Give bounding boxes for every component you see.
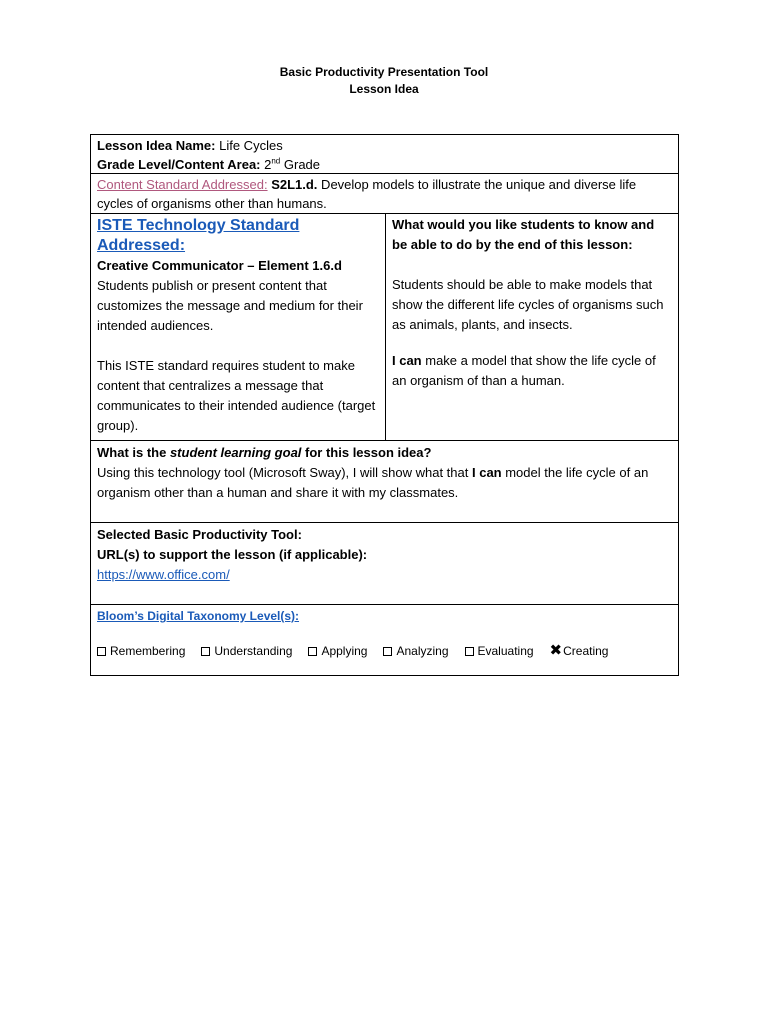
document-title: Basic Productivity Presentation Tool [279, 65, 489, 79]
grade-level-suffix: nd [271, 156, 281, 166]
level-analyzing[interactable]: Analyzing [383, 641, 448, 661]
level-evaluating[interactable]: Evaluating [465, 641, 534, 661]
blooms-levels [97, 641, 672, 661]
level-understanding[interactable]: Understanding [201, 641, 292, 661]
i-can-text: make a model that show the life cycle of an organism of than a human. [392, 353, 656, 388]
grade-level-line [97, 155, 672, 174]
lesson-name-value: Life Cycles [215, 138, 283, 153]
iste-standard-cell [91, 214, 386, 440]
iste-element: Creative Communicator – Element 1.6.d [97, 258, 342, 273]
selected-tool-label: Selected Basic Productivity Tool: [97, 527, 302, 542]
tool-row [91, 523, 678, 605]
grade-level-number: 2 [260, 157, 272, 172]
iste-explanation: This ISTE standard requires student to make content that centralizes a message that communicates to their intended audience (target group). [97, 358, 376, 433]
office-url-link[interactable]: https://www.office.com/ [97, 567, 230, 582]
lesson-info-row [91, 135, 678, 174]
objectives-cell [386, 214, 678, 440]
learning-goal-label: What is the student learning goal for this lesson idea? [97, 445, 432, 460]
blooms-taxonomy-link[interactable]: Bloom’s Digital Taxonomy Level(s): [97, 609, 300, 623]
standards-objectives-row [91, 214, 678, 441]
lesson-name-label: Lesson Idea Name: [97, 138, 216, 153]
content-standard-link[interactable]: Content Standard Addressed: [97, 177, 268, 192]
level-creating[interactable]: ✖ Creating [549, 642, 609, 659]
grade-level-label: Grade Level/Content Area: [97, 157, 261, 172]
level-remembering[interactable]: Remembering [97, 641, 185, 661]
grade-level-rest: Grade [280, 157, 321, 172]
lesson-name-line [97, 136, 672, 155]
checkbox-icon[interactable] [308, 647, 317, 656]
objectives-question: What would you like students to know and be able to do by the end of this lesson: [392, 217, 655, 252]
content-standard-row [91, 174, 678, 214]
objectives-answer: Students should be able to make models that show the different life cycles of organisms such as animals, plants, and insects. [392, 277, 664, 332]
checkbox-icon[interactable] [97, 647, 106, 656]
checkbox-icon[interactable] [465, 647, 474, 656]
checkbox-icon[interactable] [383, 647, 392, 656]
blooms-row [91, 605, 678, 676]
content-standard-code: S2L1.d. [271, 177, 318, 192]
learning-goal-row [91, 441, 678, 523]
iste-standard-link[interactable]: ISTE Technology Standard Addressed: [97, 217, 300, 254]
i-can-label: I can [392, 353, 422, 368]
i-can-statement [392, 351, 672, 391]
checked-x-icon[interactable]: ✖ [549, 642, 563, 659]
learning-goal-text: Using this technology tool (Microsoft Sway), I will show what that I can model the life cycle of an organism other than a human and share it with my classmates. [97, 465, 649, 500]
page-header [0, 64, 768, 98]
level-applying[interactable]: Applying [308, 641, 367, 661]
url-label: URL(s) to support the lesson (if applicable): [97, 547, 368, 562]
lesson-table [90, 134, 679, 676]
content-standard-text: Develop models to illustrate the unique and diverse life cycles of organisms other than humans. [97, 177, 637, 211]
checkbox-icon[interactable] [201, 647, 210, 656]
document-subtitle: Lesson Idea [349, 82, 419, 96]
iste-description: Students publish or present content that customizes the message and medium for their intended audiences. [97, 278, 363, 333]
